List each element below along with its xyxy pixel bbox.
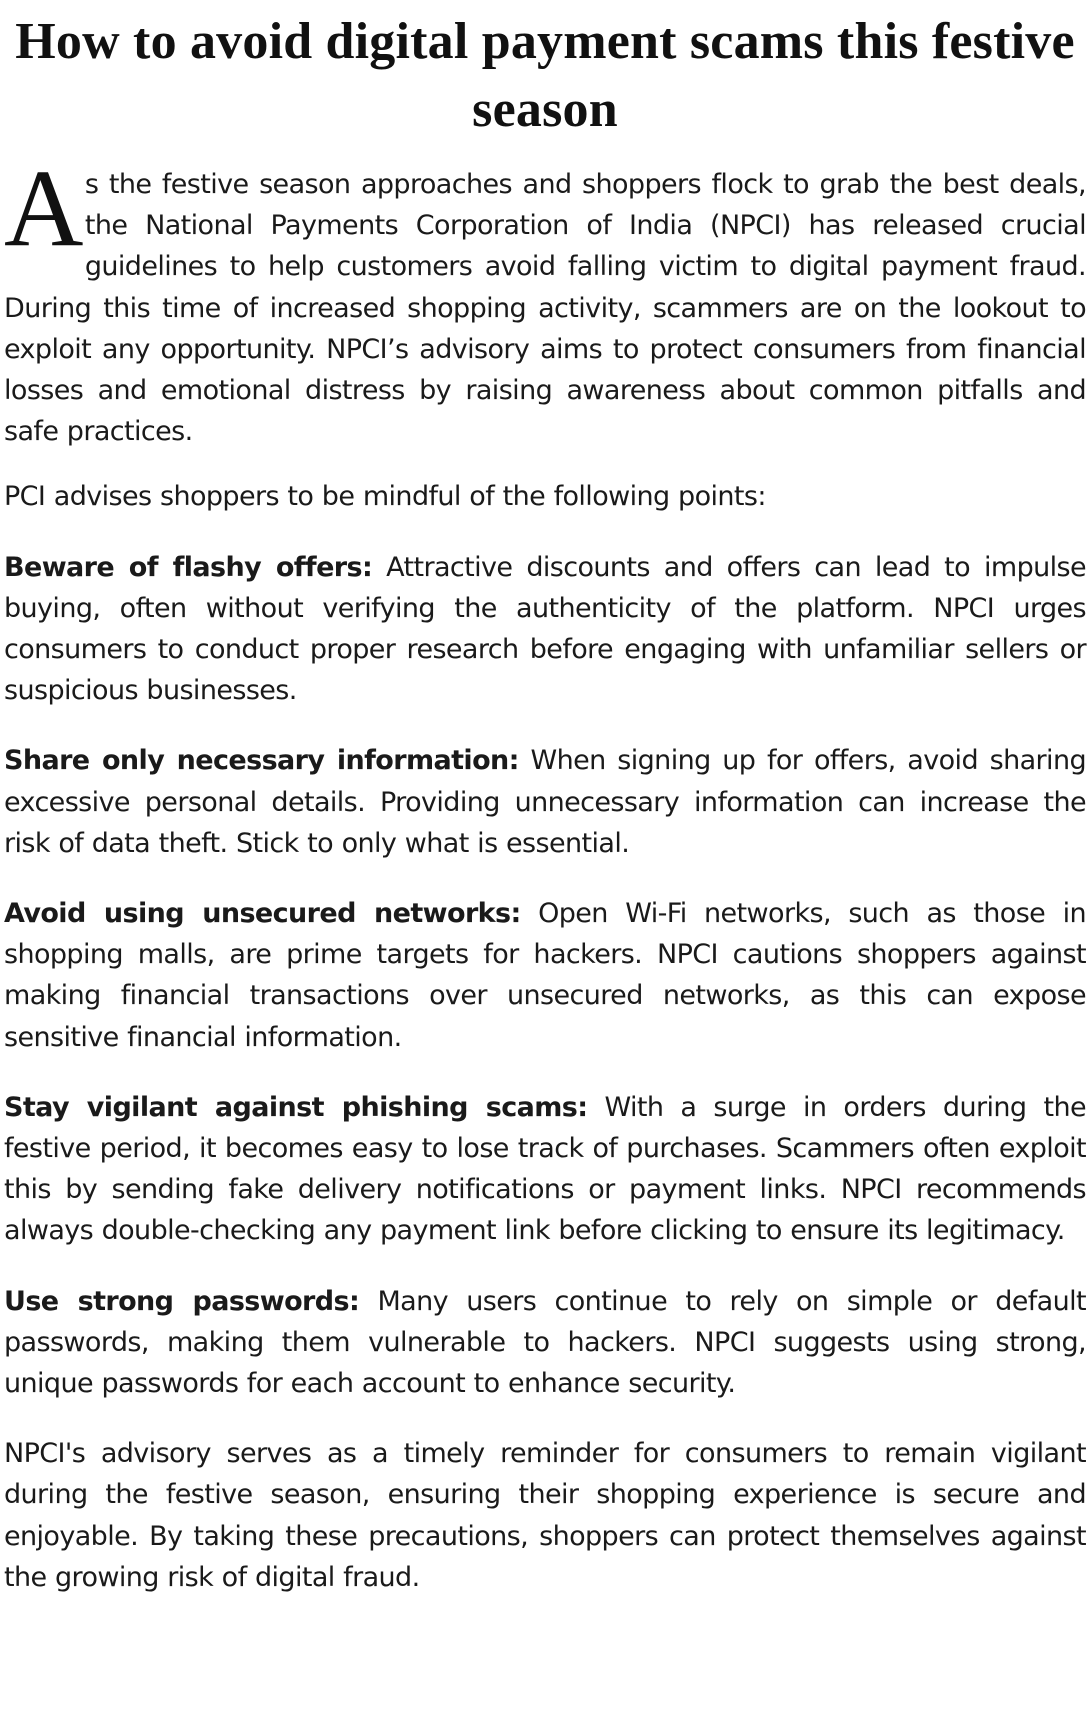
advisory-lead: PCI advises shoppers to be mindful of the following points:: [4, 481, 766, 513]
tip-text: When signing up for offers, avoid sharing excessive personal details. Providing unnecessary information can increase the risk of data theft. Stick to only what is essential.: [4, 745, 1087, 859]
tip-heading: Share only necessary information:: [4, 745, 519, 777]
tip-paragraph: [4, 1087, 1086, 1252]
tip-paragraph: [4, 1281, 1086, 1405]
tip-text: With a surge in orders during the festive period, it becomes easy to lose track of purchases. Scammers often exploit this by sending fake delivery notifications or payment links. NPCI recommends always double-checking any payment link before clicking to ensure its legitimacy.: [4, 1091, 1086, 1247]
tip-heading: Stay vigilant against phishing scams:: [4, 1091, 588, 1123]
tip-paragraph: [4, 547, 1086, 712]
tip-heading: Beware of flashy offers:: [4, 551, 373, 583]
drop-cap: A: [4, 147, 83, 269]
article-title: How to avoid digital payment scams this festive season: [15, 13, 1075, 138]
tip-heading: Use strong passwords:: [4, 1285, 360, 1317]
tip-text: Attractive discounts and offers can lead to impulse buying, often without verifying the authenticity of the platform. NPCI urges consumers to conduct proper research before engaging with unfamiliar sellers or suspicious businesses.: [4, 551, 1086, 707]
intro-paragraph: [4, 147, 1086, 452]
article-page: [4, 0, 1086, 1627]
intro-text: s the festive season approaches and shoppers flock to grab the best deals, the National Payments Corporation of India (NPCI) has released crucial guidelines to help customers avoid falling victim to digital payment fraud. During this time of increased shopping activity, scammers are on the lookout to exploit any opportunity. NPCI’s advisory aims to protect consumers from financial losses and emotional distress by raising awareness about common pitfalls and safe practices.: [4, 169, 1086, 448]
conclusion-paragraph: NPCI's advisory serves as a timely reminder for consumers to remain vigilant during the festive season, ensuring their shopping experience is secure and enjoyable. By taking these precautions, shoppers can protect themselves against the growing risk of digital fraud.: [4, 1438, 1086, 1593]
tip-paragraph: [4, 893, 1086, 1058]
tip-text: Many users continue to rely on simple or default passwords, making them vulnerable to hackers. NPCI suggests using strong, unique passwords for each account to enhance security.: [4, 1285, 1086, 1400]
tip-paragraph: [4, 740, 1086, 864]
tip-heading: Avoid using unsecured networks:: [4, 898, 521, 930]
tip-text: Open Wi-Fi networks, such as those in shopping malls, are prime targets for hackers. NPCI cautions shoppers against making financial transactions over unsecured networks, as this can expose sensitive financial information.: [4, 898, 1086, 1053]
